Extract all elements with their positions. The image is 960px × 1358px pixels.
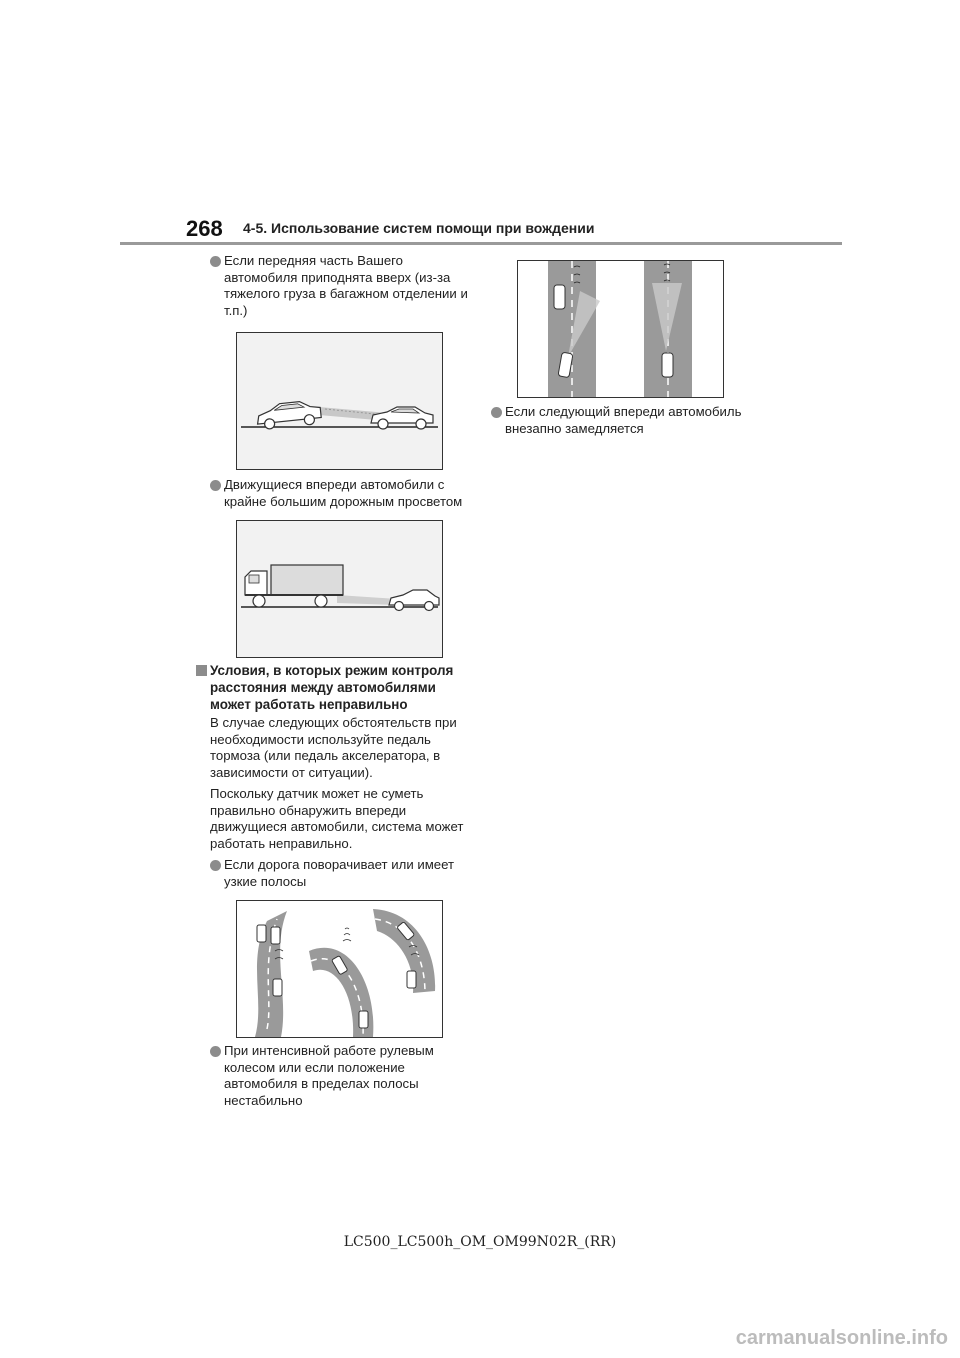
bullet-steering [224, 1043, 476, 1109]
bullet-curves [224, 857, 476, 890]
page-header [0, 210, 960, 250]
bullet-text: Если следующий впереди автомобиль внезапно замедляется [505, 404, 742, 436]
bullet-text: Движущиеся впереди автомобили с крайне большим дорожным просветом [224, 477, 463, 509]
page-number: 268 [186, 216, 223, 241]
heading-text: Условия, в которых режим контроля расстояния между автомобилями может работать неправильно [210, 663, 454, 712]
bullet-high-clearance [224, 477, 476, 510]
heading-square-icon [196, 665, 207, 676]
bullet-text: Если дорога поворачивает или имеет узкие полосы [224, 857, 455, 889]
bullet-text: Если передняя часть Вашего автомобиля приподнята вверх (из-за тяжелого груза в багажном отделении и т.п.) [224, 253, 468, 318]
figure-high-clearance [236, 520, 443, 658]
section-title: 4-5. Использование систем помощи при вождении [243, 220, 595, 236]
header-divider [120, 242, 842, 245]
conditions-heading [210, 662, 480, 713]
watermark: carmanualsonline.info [735, 1327, 948, 1349]
figure-curves [236, 900, 443, 1038]
paragraph-pedal: В случае следующих обстоятельств при необходимости используйте педаль тормоза (или педаль акселератора, в зависимости от ситуации). [210, 715, 457, 780]
bullet-sudden-decel [505, 404, 757, 437]
bullet-dot-icon [210, 1046, 221, 1057]
bullet-dot-icon [210, 860, 221, 871]
paragraph-sensor: Поскольку датчик может не суметь правильно обнаружить впереди движущиеся автомобили, система может работать неправильно. [210, 786, 464, 851]
figure-raised-front [236, 332, 443, 470]
bullet-text: При интенсивной работе рулевым колесом или если положение автомобиля в пределах полосы нестабильно [224, 1043, 434, 1108]
bullet-dot-icon [210, 256, 221, 267]
bullet-dot-icon [210, 480, 221, 491]
document-code: LC500_LC500h_OM_OM99N02R_(RR) [343, 1234, 617, 1250]
bullet-raised-front [224, 253, 476, 319]
bullet-dot-icon [491, 407, 502, 418]
figure-sudden-decel [517, 260, 724, 398]
